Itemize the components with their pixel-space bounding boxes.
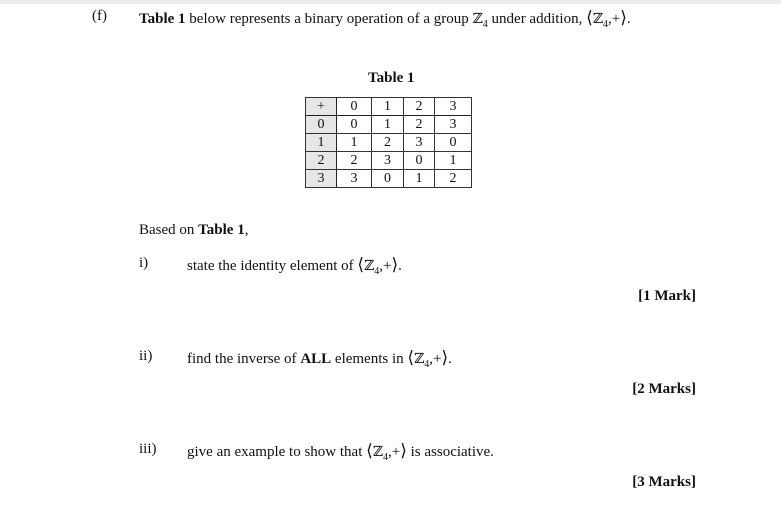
part-ii-text: find the inverse of ALL elements in ⟨ℤ$_4$,+⟩. xyxy=(187,348,452,370)
question-label: (f) xyxy=(92,8,107,24)
intro-bold: Table 1 xyxy=(139,11,186,27)
table-cell: 1 xyxy=(404,170,435,188)
group-subscript: 4 xyxy=(383,452,388,463)
table-row xyxy=(306,152,472,170)
group-symbol: ℤ xyxy=(364,258,375,274)
table-cell: 1 xyxy=(435,152,472,170)
group-subscript: 4 xyxy=(374,266,380,277)
group-operation: + xyxy=(611,11,621,27)
based-on-text: Based on Table 1, xyxy=(139,222,249,238)
part-ii-number: ii) xyxy=(139,348,153,364)
group-operation: + xyxy=(391,444,401,460)
table-cell: 0 xyxy=(404,152,435,170)
table-cell: + xyxy=(306,98,337,116)
table-cell: 1 xyxy=(337,134,372,152)
table-row xyxy=(306,116,472,134)
part-i-marks: [1 Mark] xyxy=(638,288,696,304)
group-operation: + xyxy=(433,351,442,367)
table-row xyxy=(306,134,472,152)
table-cell: 2 xyxy=(435,170,472,188)
table-cell: 0 xyxy=(337,116,372,134)
part-iii-number: iii) xyxy=(139,441,157,457)
table-cell: 2 xyxy=(404,98,435,116)
table-header-row xyxy=(306,98,472,116)
table-cell: 3 xyxy=(372,152,404,170)
table-cell: 3 xyxy=(337,170,372,188)
table-cell: 3 xyxy=(404,134,435,152)
table-cell: 0 xyxy=(435,134,472,152)
group-subscript: 4 xyxy=(602,19,608,30)
table-cell: 1 xyxy=(372,98,404,116)
part-i-number: i) xyxy=(139,255,149,271)
group-subscript: 4 xyxy=(482,19,488,30)
group-operation: + xyxy=(383,258,392,274)
part-iii-marks: [3 Marks] xyxy=(632,474,696,490)
table-cell: 1 xyxy=(372,116,404,134)
table-row xyxy=(306,170,472,188)
group-symbol: ℤ xyxy=(592,11,603,27)
part-i-text: state the identity element of ⟨ℤ$_4$,+⟩. xyxy=(187,255,402,277)
table-cell: 0 xyxy=(337,98,372,116)
top-border xyxy=(0,0,781,4)
group-symbol: ℤ xyxy=(414,351,425,367)
group-symbol: ℤ xyxy=(472,11,483,27)
table-cell: 2 xyxy=(372,134,404,152)
table-cell: 3 xyxy=(435,98,472,116)
question-intro: Table 1 below represents a binary operation of a group ℤ$_4$ under addition, ⟨ℤ$_4$,+⟩. xyxy=(139,8,631,30)
table-title: Table 1 xyxy=(368,70,415,86)
table-cell: 3 xyxy=(435,116,472,134)
table-cell: 1 xyxy=(306,134,337,152)
table-cell: 0 xyxy=(306,116,337,134)
intro-text: below represents a binary operation of a group xyxy=(189,11,469,27)
cayley-table xyxy=(305,97,472,188)
part-iii-text: give an example to show that ⟨ℤ$_4$,+⟩ is associative. xyxy=(187,441,494,463)
part-ii-marks: [2 Marks] xyxy=(632,381,696,397)
table-cell: 2 xyxy=(306,152,337,170)
intro-text2: under addition, xyxy=(491,11,583,27)
group-symbol: ℤ xyxy=(372,444,383,460)
table-cell: 2 xyxy=(337,152,372,170)
table-cell: 0 xyxy=(372,170,404,188)
group-subscript: 4 xyxy=(424,359,430,370)
table-cell: 2 xyxy=(404,116,435,134)
table-cell: 3 xyxy=(306,170,337,188)
